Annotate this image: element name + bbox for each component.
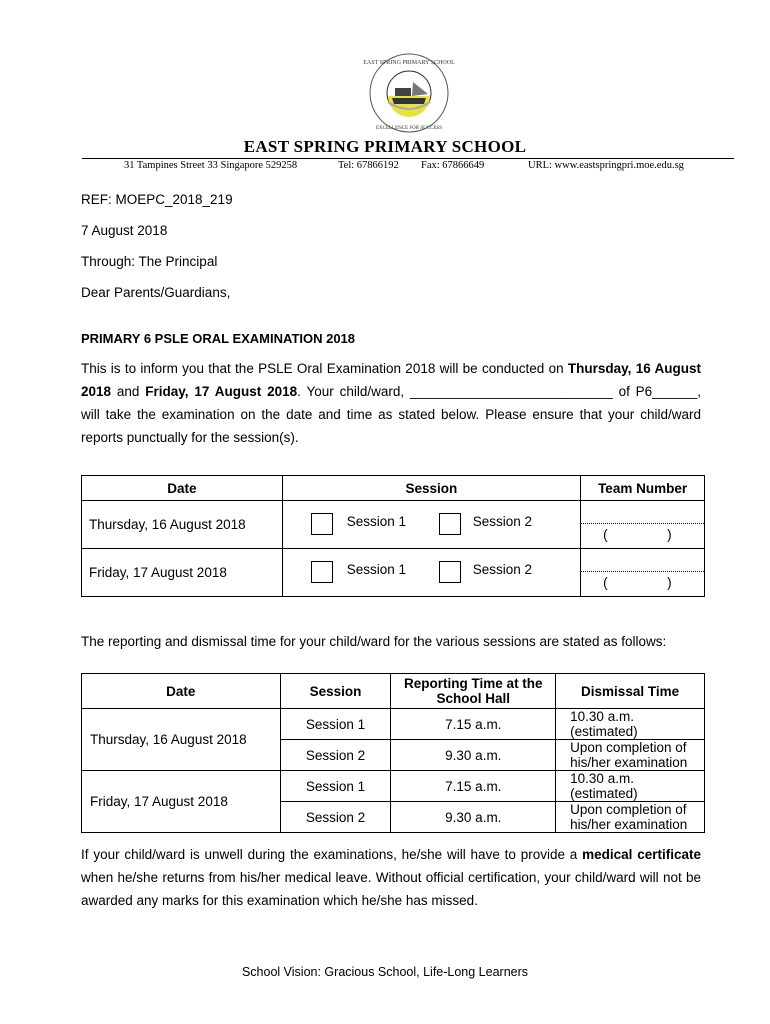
table-row [82,501,705,549]
col-header-team-number: Team Number [581,476,705,501]
school-fax: Fax: 67866649 [421,160,485,171]
through-line: Through: The Principal [81,254,218,269]
intro-paragraph: This is to inform you that the PSLE Oral Examination 2018 will be conducted on Thursday, 16 August 2018 and Friday, 17 August 2018. Your child/ward, ___________________________ of P6______, will take the examination on the date and time as stated below. Please ensure that your child/ward reports punctually for the session(s). [81,361,701,445]
row-date: Thursday, 16 August 2018 [82,501,283,549]
table-row: Friday, 17 August 2018 Session 1 7.15 a.m. 10.30 a.m. (estimated) [82,771,705,802]
medical-paragraph: If your child/ward is unwell during the examinations, he/she will have to provide a medical certificate when he/she returns from his/her medical leave. Without official certification, your child/ward will not be awarded any marks for this examination which he/she has missed. [81,847,701,908]
session-1-label: Session 1 [346,562,406,577]
logo-text-top: EAST SPRING PRIMARY SCHOOL [363,60,455,66]
school-tel: Tel: 67866192 [338,160,399,171]
row-date: Thursday, 16 August 2018 [82,709,281,771]
letter-date: 7 August 2018 [81,223,168,238]
row-date: Friday, 17 August 2018 [82,549,283,597]
table-row: Thursday, 16 August 2018 Session 1 7.15 a.m. 10.30 a.m. (estimated) [82,709,705,740]
session-2-checkbox[interactable] [439,513,461,535]
col-header-reporting-time: Reporting Time at the School Hall [391,674,556,709]
table-row: Session 2 9.30 a.m. Upon completion of his/her examination [82,802,705,833]
letter-title: PRIMARY 6 PSLE ORAL EXAMINATION 2018 [81,331,356,346]
school-address: 31 Tampines Street 33 Singapore 529258 [124,160,298,171]
session-2-checkbox[interactable] [439,561,461,583]
col-header-date: Date [82,476,283,501]
col-header-dismissal-time: Dismissal Time [556,674,705,709]
header-divider [82,158,734,159]
session-1-checkbox[interactable] [311,513,333,535]
team-number-field[interactable]: ( ) [581,501,705,549]
table-row [82,549,705,597]
session-selection-table [81,475,705,597]
col-header-session: Session [282,476,580,501]
reference: REF: MOEPC_2018_219 [81,192,233,207]
row-date: Friday, 17 August 2018 [82,771,281,833]
session-1-label: Session 1 [346,514,406,529]
session-2-label: Session 2 [472,514,532,529]
table-row: Session 2 9.30 a.m. Upon completion of his/her examination [82,740,705,771]
logo-text-bottom: EXCELLENCE FOR SUCCESS [375,126,443,131]
school-url: URL: www.eastspringpri.moe.edu.sg [528,160,684,171]
team-number-field[interactable]: ( ) [581,549,705,597]
session-2-label: Session 2 [472,562,532,577]
school-logo [363,52,455,134]
school-vision-footer: School Vision: Gracious School, Life-Long Learners [241,965,529,979]
dismissal-intro: The reporting and dismissal time for your child/ward for the various sessions are stated as follows: [81,634,667,649]
school-name: EAST SPRING PRIMARY SCHOOL [243,137,527,156]
col-header-session: Session [280,674,391,709]
salutation: Dear Parents/Guardians, [81,285,231,300]
col-header-date: Date [82,674,281,709]
reporting-time-table [81,673,705,833]
session-1-checkbox[interactable] [311,561,333,583]
